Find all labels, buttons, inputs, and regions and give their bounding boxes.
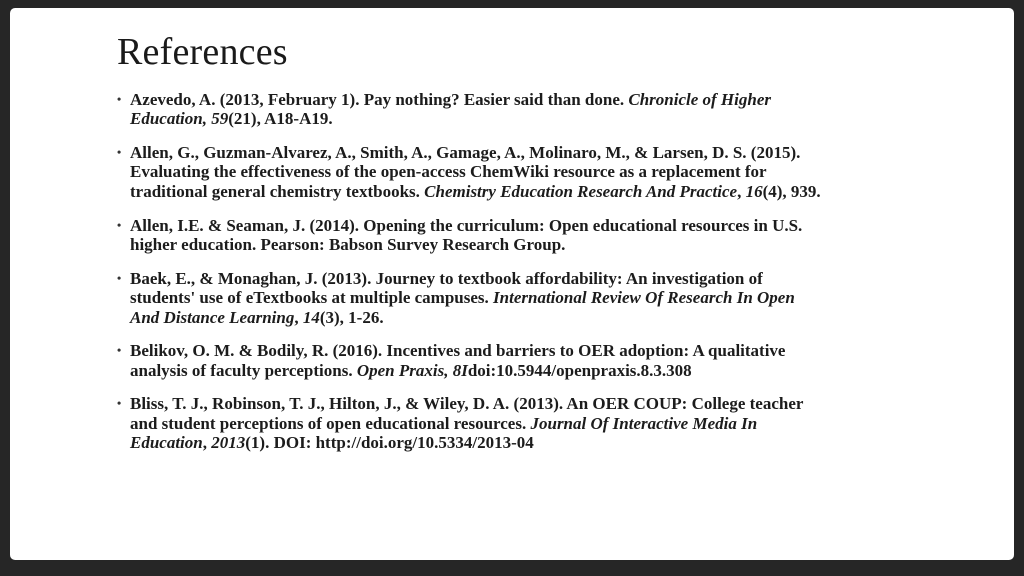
bullet-icon: • bbox=[117, 217, 122, 232]
reference-item bbox=[117, 394, 822, 453]
slide-canvas bbox=[10, 8, 1014, 560]
reference-item bbox=[117, 216, 822, 255]
reference-text: Allen, I.E. & Seaman, J. (2014). Opening the curriculum: Open educational resources in U.S. higher education. Pearson: Babson Survey Research Group. bbox=[130, 215, 803, 255]
reference-text: Belikov, O. M. & Bodily, R. (2016). Incentives and barriers to OER adoption: A qualitative analysis of faculty perceptions. Open Praxis, 8Idoi:10.5944/openpraxis.8.3.308 bbox=[130, 341, 786, 380]
reference-item bbox=[117, 90, 822, 129]
reference-text: Azevedo, A. (2013, February 1). Pay nothing? Easier said than done. Chronicle of Higher Education, 59(21), A18-A19. bbox=[130, 89, 771, 129]
slide-title: References bbox=[117, 31, 288, 73]
bullet-icon: • bbox=[117, 343, 122, 358]
bullet-icon: • bbox=[117, 270, 122, 285]
bullet-icon: • bbox=[117, 91, 122, 106]
bullet-icon: • bbox=[117, 396, 122, 411]
reference-item bbox=[117, 269, 822, 328]
reference-text: Baek, E., & Monaghan, J. (2013). Journey to textbook affordability: An investigation of students' use of eTextbooks at multiple campuses. International Review Of Research In Open And Distance Learning, 14(3), 1-26. bbox=[130, 268, 795, 327]
bullet-icon: • bbox=[117, 144, 122, 159]
reference-item bbox=[117, 341, 822, 380]
reference-text: Allen, G., Guzman-Alvarez, A., Smith, A., Gamage, A., Molinaro, M., & Larsen, D. S. (2015). Evaluating the effectiveness of the open-access ChemWiki resource as a replacement for traditional general chemistry textbooks. Chemistry Education Research And Practice, 16(4), 939. bbox=[130, 142, 821, 201]
reference-text: Bliss, T. J., Robinson, T. J., Hilton, J., & Wiley, D. A. (2013). An OER COUP: College teacher and student perceptions of open educational resources. Journal Of Interactive Media In Education, 2013(1). DOI: http://doi.org/10.5334/2013-04 bbox=[130, 394, 804, 453]
reference-item bbox=[117, 143, 822, 202]
references-list bbox=[117, 90, 822, 453]
